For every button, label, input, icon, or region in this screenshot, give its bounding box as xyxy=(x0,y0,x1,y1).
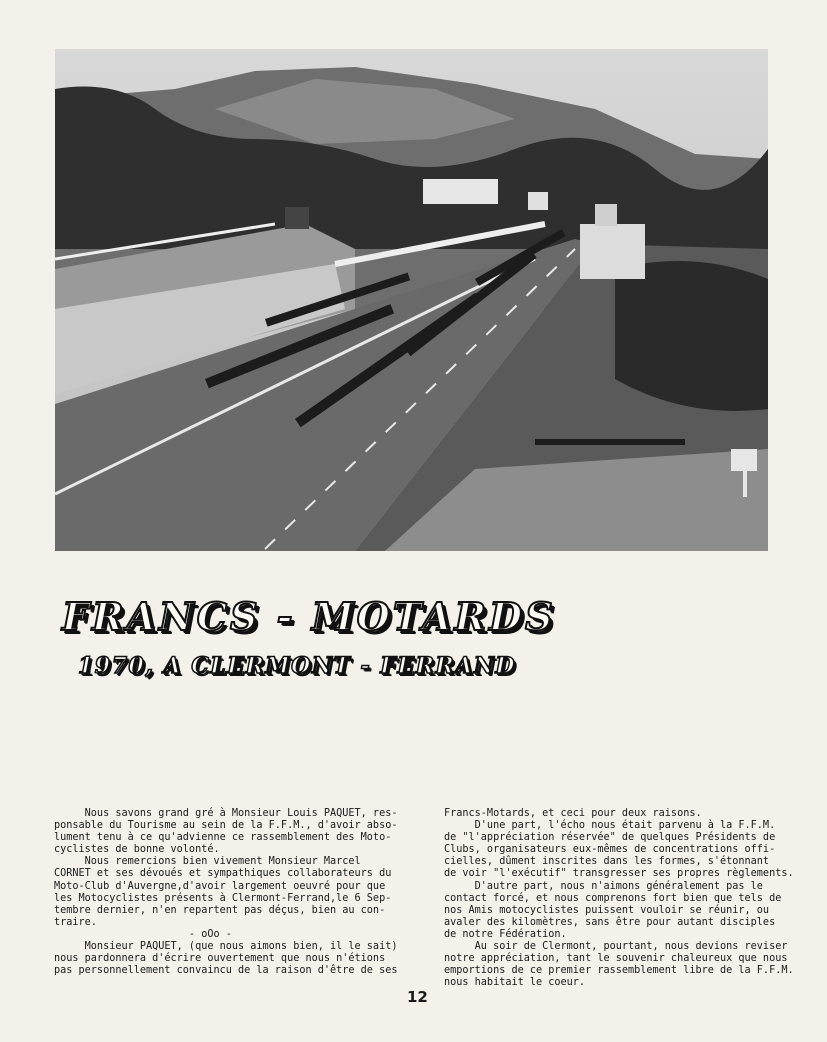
paragraph-line: pas personnellement convaincu de la raison d'être de ses xyxy=(54,965,398,977)
paragraph-line: de "l'appréciation réservée" de quelques Présidents de xyxy=(444,832,776,844)
text-column-left xyxy=(54,808,398,977)
paragraph-line: nos Amis motocyclistes puissent vouloir se réunir, ou xyxy=(444,904,770,916)
paragraph-line: cyclistes de bonne volonté. xyxy=(54,844,220,856)
paragraph-line: nous habitait le coeur. xyxy=(444,977,586,989)
paragraph-line: D'une part, l'écho nous était parvenu à la F.F.M. xyxy=(444,820,776,832)
paragraph-line: lument tenu à ce qu'advienne ce rassemblement des Moto- xyxy=(54,832,392,844)
paragraph-line: Francs-Motards, et ceci pour deux raisons. xyxy=(444,808,702,819)
article-subtitle: 1970, A CLERMONT - FERRAND xyxy=(78,653,516,679)
paragraph-line: cielles, dûment inscrites dans les formes, s'étonnant xyxy=(444,856,770,868)
paragraph-line: Clubs, organisateurs eux-mêmes de concentrations offi- xyxy=(444,844,776,856)
paragraph-line: notre appréciation, tant le souvenir chaleureux que nous xyxy=(444,953,788,965)
paragraph-line: Nous remercions bien vivement Monsieur Marcel xyxy=(54,856,361,868)
paragraph-line: contact forcé, et nous comprenons fort bien que tels de xyxy=(444,892,782,904)
paragraph-line: Monsieur PAQUET, (que nous aimons bien, il le sait) xyxy=(54,941,398,953)
paragraph-line: les Motocyclistes présents à Clermont-Ferrand,le 6 Sep- xyxy=(54,892,392,904)
paragraph-line: tembre dernier, n'en repartent pas déçus, bien au con- xyxy=(54,904,386,916)
paragraph-line: Moto-Club d'Auvergne,d'avoir largement oeuvré pour que xyxy=(54,880,386,892)
photo-illustration xyxy=(55,49,768,551)
section-separator: - oOo - xyxy=(54,928,232,940)
circuit-photograph xyxy=(55,49,768,551)
paragraph-line: traire. xyxy=(54,916,97,928)
paragraph-line: de notre Fédération. xyxy=(444,928,567,940)
paragraph-line: Nous savons grand gré à Monsieur Louis PAQUET, res- xyxy=(54,808,398,819)
paragraph-line: de voir "l'exécutif" transgresser ses propres règlements. xyxy=(444,868,794,880)
page-number: 12 xyxy=(407,988,428,1006)
article-title: FRANCS - MOTARDS xyxy=(62,594,556,639)
paragraph-line: emportions de ce premier rassemblement libre de la F.F.M. xyxy=(444,965,794,977)
paragraph-line: D'autre part, nous n'aimons généralement pas le xyxy=(444,880,763,892)
text-column-right xyxy=(444,808,794,989)
paragraph-line: nous pardonnera d'écrire ouvertement que nous n'étions xyxy=(54,953,386,965)
paragraph-line: CORNET et ses dévoués et sympathiques collaborateurs du xyxy=(54,868,392,880)
paragraph-line: ponsable du Tourisme au sein de la F.F.M., d'avoir abso- xyxy=(54,820,398,832)
paragraph-line: avaler des kilomètres, sans être pour autant disciples xyxy=(444,916,776,928)
paragraph-line: Au soir de Clermont, pourtant, nous devions reviser xyxy=(444,941,788,953)
